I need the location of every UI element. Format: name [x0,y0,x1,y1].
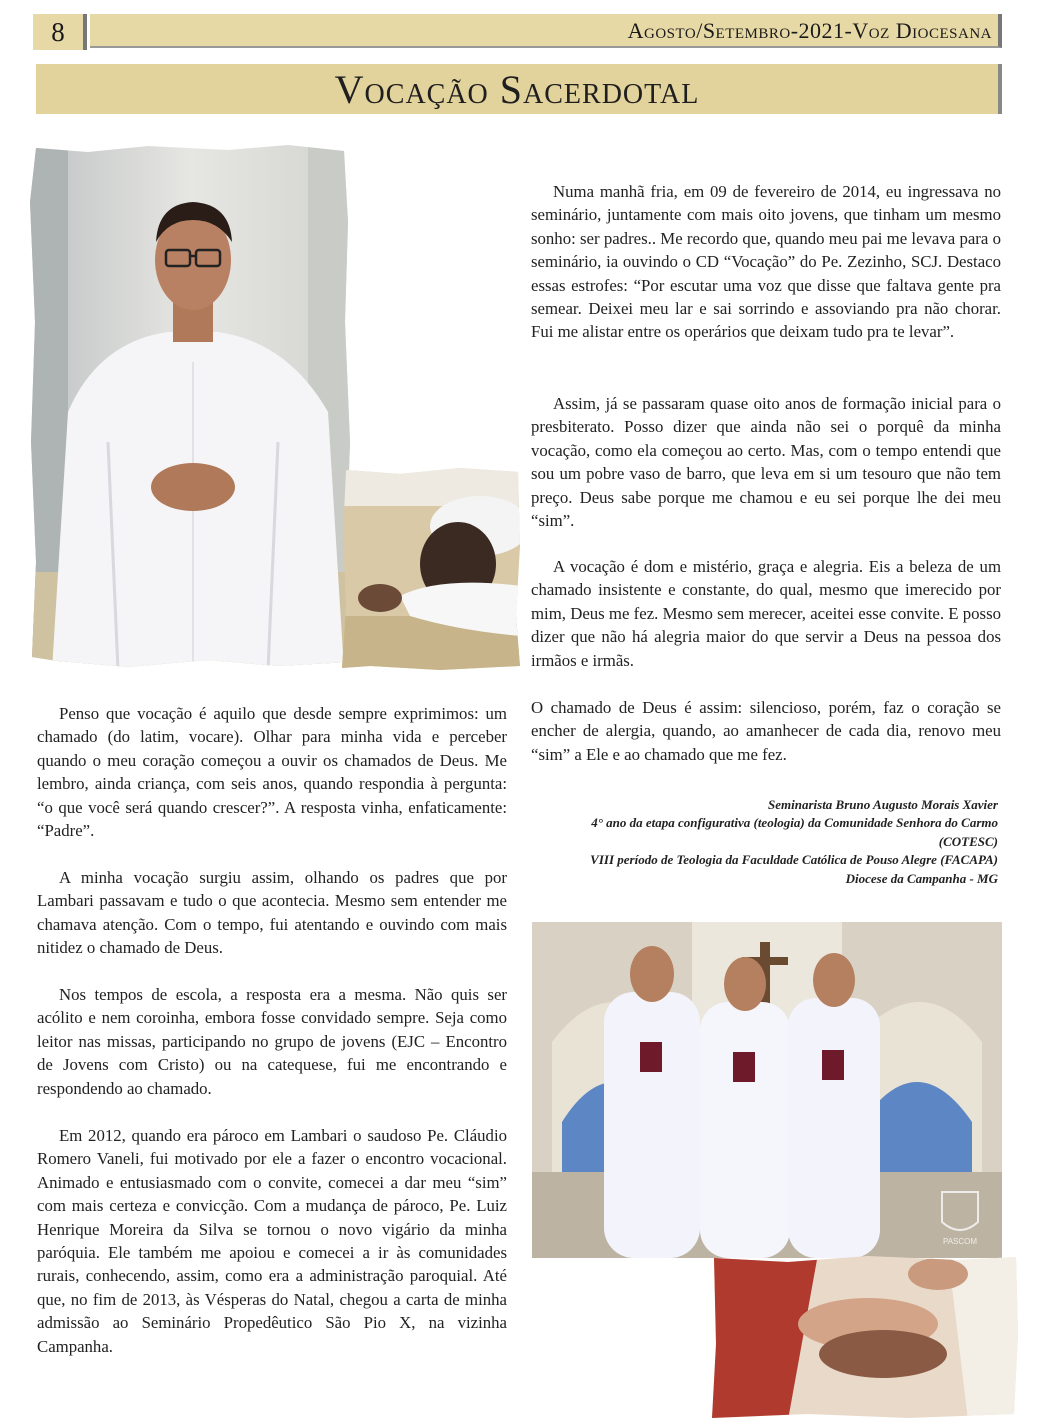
right-paragraph: A vocação é dom e mistério, graça e alegria. Eis a beleza de um chamado insistente e constante, do qual, mesmo que imerecido por mim, Deus me fez. Mesmo sem merecer, aceitei esse convite. E posso dizer que não há alegria maior do que servir a Deus na pessoa dos irmãos e irmãs. [531,557,1001,670]
left-paragraph: Penso que vocação é aquilo que desde sempre exprimimos: um chamado (do latim, vocare). Olhar para minha vida e perceber quando o meu coração começou a ouvir os chamados de Deus. Me lembro, ainda criança, com seis anos, quando respondia à pergunta: “o que você será quando crescer?”. A resposta vinha, enfaticamente: “Padre”. [37,704,507,841]
portrait-photo [28,142,352,670]
left-paragraph: Nos tempos de escola, a resposta era a mesma. Não quis ser acólito e nem coroinha, embora fosse convidado sempre. Seja como leitor nas missas, participando no grupo de jovens (EJC – Encontro de Jovens com Cristo) ou na catequese, fui me encontrando e respondendo ao chamado. [37,985,507,1098]
signature-name: Seminarista Bruno Augusto Morais Xavier [768,797,998,812]
prostration-photo [340,466,522,672]
signature-line: (COTESC) [938,833,998,849]
left-paragraph: Em 2012, quando era pároco em Lambari o saudoso Pe. Cláudio Romero Vaneli, fui motivado por ele a fazer o encontro vocacional. Animado e entusiasmado com o convite, comecei a dar meu “sim” com mais certeza e convicção. Com a mudança de pároco, Pe. Luiz Henrique Moreira da Silva se tornou o novo vigário da minha paróquia. Ele também me apoiou e comecei a ir às comunidades rurais, conhecendo, assim, como era a administração paroquial. Até que, no fim de 2013, às Vésperas do Natal, chegou a carta de minha admissão ao Seminário Propedêutico São Pio X, na vizinha Campanha. [37,1126,507,1356]
right-paragraph: Assim, já se passaram quase oito anos de formação inicial para o presbiterato. Posso dizer que ainda não sei o porquê da minha vocação, como ela começou ao certo. Mas, com o tempo entendi que sou um pobre vaso de barro, que leva em si um tesouro que não tem preço. Deus sabe porque me chamou e eu sei porque lhe dei meu “sim”. [531,394,1001,531]
svg-text:PASCOM: PASCOM [942,1237,978,1246]
right-paragraph: Numa manhã fria, em 09 de fevereiro de 2014, eu ingressava no seminário, juntamente com mais oito jovens, que tinham um mesmo sonho: ser padres.. Me recordo que, quando meu pai me levava para o seminário, ia ouvindo o CD “Vocação” do Pe. Zezinho, SCJ. Destaco essas estrofes: “Por escutar uma voz que disse que faltava gente pra semear. Deixei meu lar e sai sorrindo e assoviando pra não chorar. Fui me alistar entre os operários que deixam tudo pra te levar”. [531,182,1001,342]
right-paragraph: O chamado de Deus é assim: silencioso, porém, faz o coração se encher de alergia, quando, ao amanhecer de cada dia, renovo meu “sim” a Ele e ao chamado que me fez. [531,698,1001,764]
signature-line: Diocese da Campanha - MG [845,870,998,886]
group-photo [532,922,1002,1258]
author-signature [530,796,998,888]
signature-line: 4° ano da etapa configurativa (teologia) da Comunidade Senhora do Carmo [591,815,998,831]
publication-header: Agosto/Setembro-2021-Voz Diocesana [90,14,1002,48]
title-band [36,64,1002,114]
article-title: Vocação Sacerdotal [334,67,700,112]
ordination-hands-photo [708,1254,1020,1420]
left-paragraph: A minha vocação surgiu assim, olhando os padres que por Lambari passavam e tudo o que acontecia. Mesmo sem entender me chamava atenção. Com o tempo, fui atentando e ouvindo com mais nitidez o chamado de Deus. [37,868,507,958]
signature-line: VIII período de Teologia da Faculdade Católica de Pouso Alegre (FACAPA) [590,852,998,868]
page-number: 8 [33,14,87,50]
